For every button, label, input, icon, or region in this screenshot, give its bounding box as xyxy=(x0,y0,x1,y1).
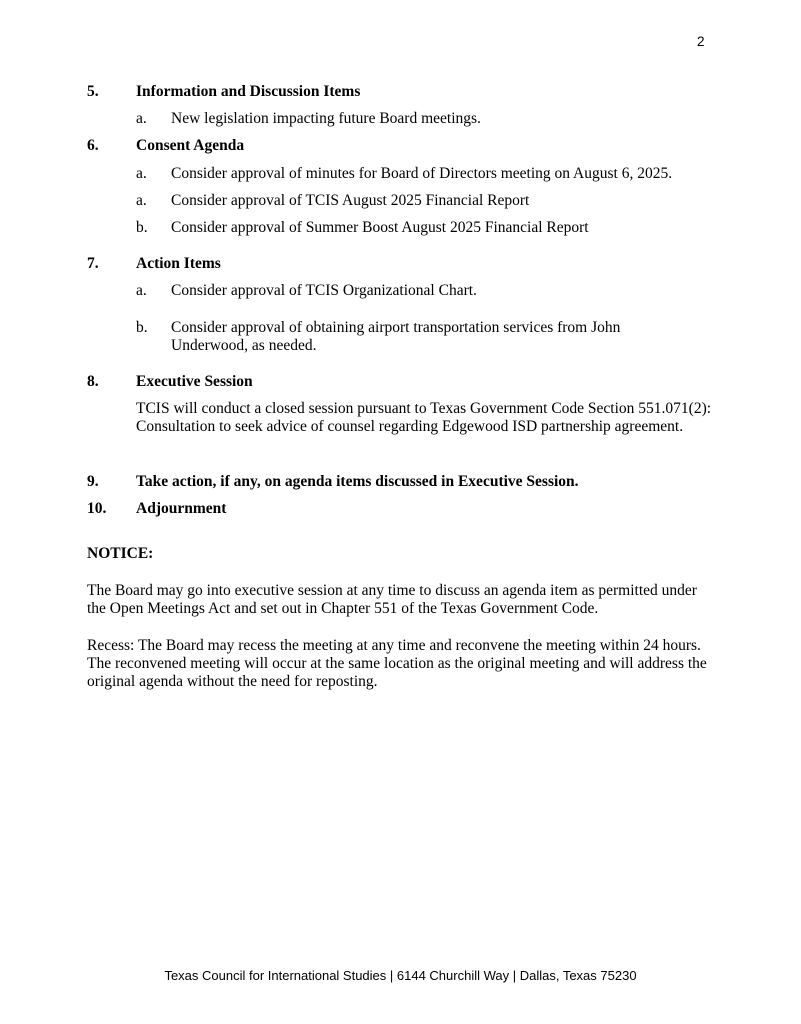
subitem-letter: a. xyxy=(136,110,147,127)
agenda-item-number: 8. xyxy=(87,373,99,390)
agenda-item-heading: Consent Agenda xyxy=(136,137,245,154)
notice-paragraph-recess: Recess: The Board may recess the meeting at any time and reconvene the meeting within 24 hours. The reconvened meeting will occur at the same location as the original meeting and will address the original agenda without the need for reposting. xyxy=(87,637,707,690)
agenda-item-heading: Action Items xyxy=(136,255,221,272)
agenda-item-number: 9. xyxy=(87,473,99,490)
page-footer: Texas Council for International Studies | 6144 Churchill Way | Dallas, Texas 75230 xyxy=(164,968,637,983)
agenda-item-number: 6. xyxy=(87,137,99,154)
agenda-item-heading: Take action, if any, on agenda items discussed in Executive Session. xyxy=(136,473,579,490)
agenda-item-heading: Information and Discussion Items xyxy=(136,83,361,100)
subitem-letter: b. xyxy=(136,219,148,236)
subitem-letter: a. xyxy=(136,165,147,182)
agenda-item-number: 5. xyxy=(87,83,99,100)
agenda-item-number: 10. xyxy=(87,500,107,517)
notice-paragraph-executive: The Board may go into executive session at any time to discuss an agenda item as permitted under the Open Meetings Act and set out in Chapter 551 of the Texas Government Code. xyxy=(87,582,697,617)
subitem-text: Consider approval of obtaining airport transportation services from John Underwood, as needed. xyxy=(171,319,621,354)
subitem-text: Consider approval of TCIS Organizational Chart. xyxy=(171,282,477,299)
subitem-letter: a. xyxy=(136,282,147,299)
executive-session-description: TCIS will conduct a closed session pursuant to Texas Government Code Section 551.071(2): Consultation to seek advice of counsel regarding Edgewood ISD partnership agreement. xyxy=(136,400,712,435)
agenda-item-heading: Adjournment xyxy=(136,500,227,517)
subitem-text: Consider approval of Summer Boost August 2025 Financial Report xyxy=(171,219,589,236)
page-number: 2 xyxy=(697,34,705,49)
agenda-item-heading: Executive Session xyxy=(136,373,253,390)
subitem-text: Consider approval of TCIS August 2025 Financial Report xyxy=(171,192,530,209)
notice-title: NOTICE: xyxy=(87,545,154,562)
agenda-item-number: 7. xyxy=(87,255,99,272)
subitem-text: New legislation impacting future Board meetings. xyxy=(171,110,481,127)
subitem-text: Consider approval of minutes for Board of Directors meeting on August 6, 2025. xyxy=(171,165,673,182)
subitem-letter: a. xyxy=(136,192,147,209)
subitem-letter: b. xyxy=(136,319,148,336)
